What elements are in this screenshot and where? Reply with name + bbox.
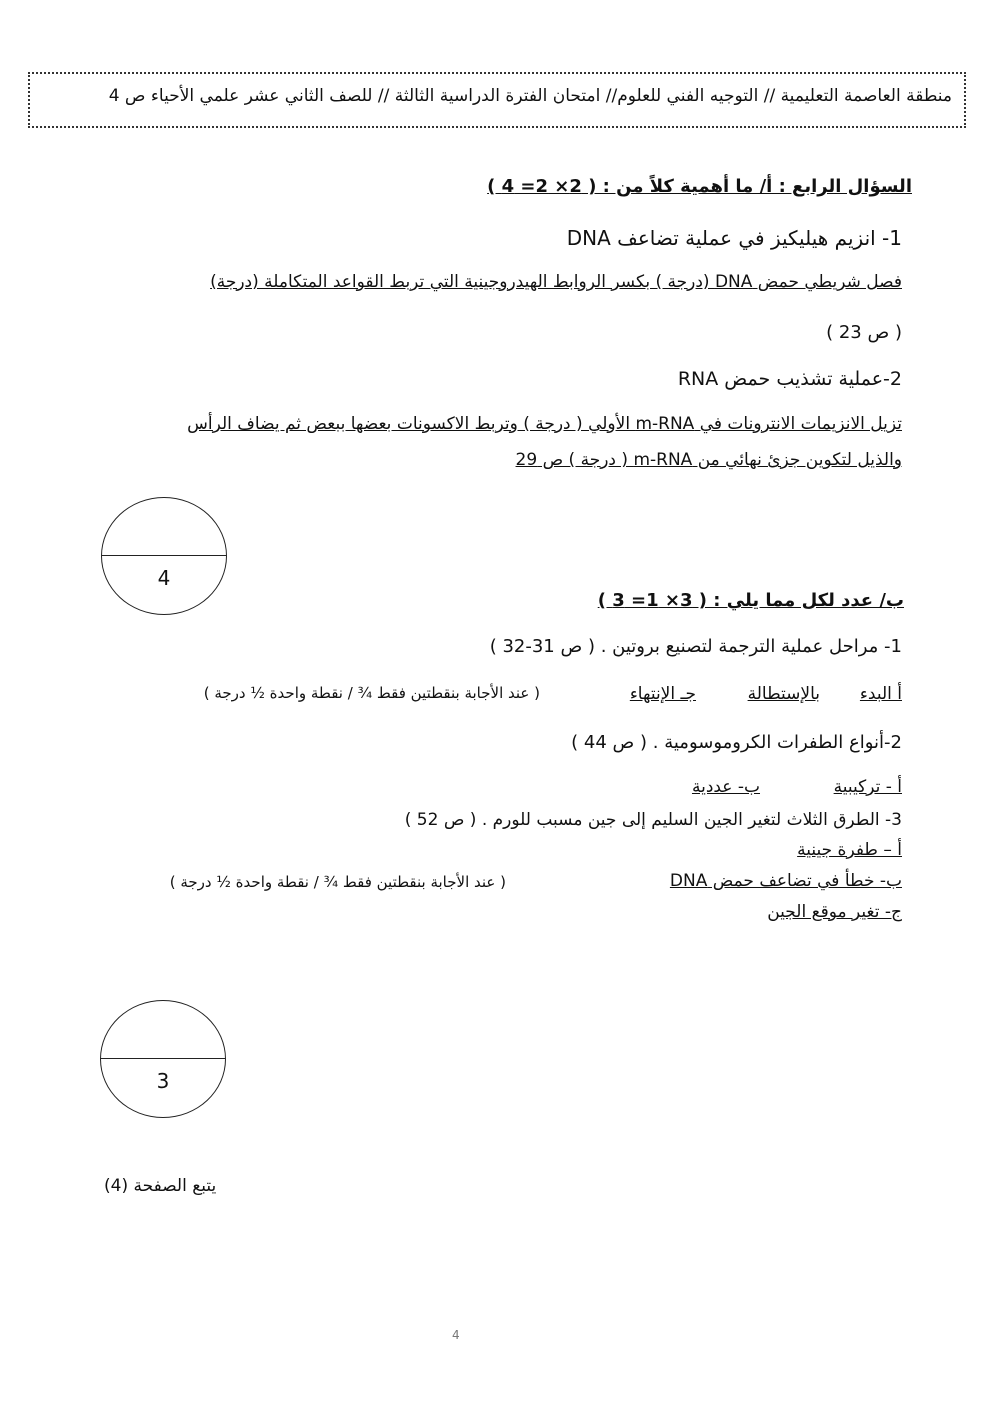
answer-b1-b: بالإستطالة	[747, 684, 820, 704]
section-b-title: ب/ عدد لكل مما يلي : ( 3× 1= 3 )	[597, 590, 904, 611]
answer-b1-c: جـ الإنتهاء	[629, 684, 696, 704]
answer-b3-b: ب- خطأ في تضاعف حمض DNA	[669, 871, 902, 891]
score-circle-a	[101, 497, 227, 615]
answer-a2-line2: والذيل لتكوين جزئ نهائي من m-RNA ( درجة ) ص 29	[515, 450, 902, 470]
question-a2: 2-عملية تشذيب حمض RNA	[677, 368, 902, 390]
answer-b3-a: أ – طفرة جينية	[797, 840, 902, 860]
question-b3: 3- الطرق الثلاث لتغير الجين السليم إلى جين مسبب للورم . ( ص 52 )	[404, 810, 902, 830]
score-b: 3	[156, 1069, 170, 1093]
question-a1: 1- انزيم هيليكيز في عملية تضاعف DNA	[566, 226, 902, 250]
note-b3: ( عند الأجابة بنقطتين فقط ¾ / نقطة واحدة ½ درجة )	[169, 873, 506, 891]
page-number: 4	[452, 1328, 460, 1342]
score-circle-b	[100, 1000, 226, 1118]
answer-a1: فصل شريطي حمض DNA (درجة ) بكسر الروابط الهيدروجينية التي تربط القواعد المتكاملة (درجة)	[210, 272, 902, 292]
answer-b2-a: أ - تركيبية	[833, 777, 902, 797]
continue-note: يتبع الصفحة (4)	[104, 1176, 217, 1196]
answer-b3-c: ج- تغير موقع الجين	[767, 902, 902, 922]
section-a-title: السؤال الرابع : أ/ ما أهمية كلاً من : ( 2× 2= 4 )	[487, 176, 912, 197]
score-a: 4	[157, 566, 171, 590]
note-b1: ( عند الأجابة بنقطتين فقط ¾ / نقطة واحدة ½ درجة )	[203, 684, 540, 702]
answer-b1-a: أ البدء	[859, 684, 902, 704]
question-b1: 1- مراحل عملية الترجمة لتصنيع بروتين . ( ص 31-32 )	[489, 636, 902, 657]
answer-a2-line1: تزيل الانزيمات الانترونات في m-RNA الأولي ( درجة ) وتربط الاكسونات بعضها ببعض ثم يضاف الرأس	[187, 414, 902, 434]
page-ref-a1: ( ص 23 )	[826, 322, 902, 343]
answer-b2-b: ب- عددية	[691, 777, 760, 797]
question-b2: 2-أنواع الطفرات الكروموسومية . ( ص 44 )	[571, 732, 902, 753]
exam-header: منطقة العاصمة التعليمية // التوجيه الفني للعلوم// امتحان الفترة الدراسية الثالثة // للصف الثاني عشر علمي الأحياء ص 4	[108, 86, 952, 106]
